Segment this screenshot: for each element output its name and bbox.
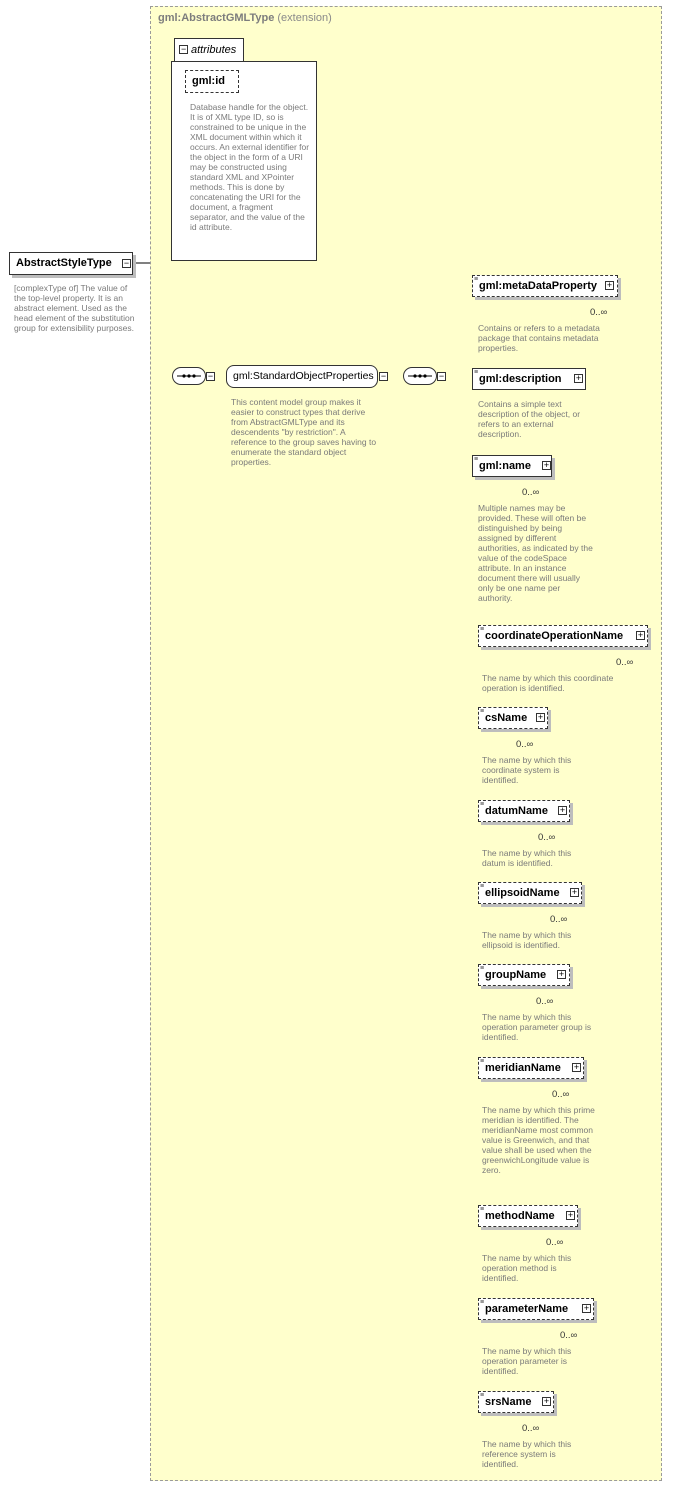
collapse-icon[interactable]: −: [207, 371, 214, 381]
element-cardinality: 0..∞: [516, 739, 534, 750]
element-name: meridianName: [485, 1062, 561, 1074]
root-element-name: AbstractStyleType: [16, 257, 112, 269]
expand-icon[interactable]: +: [575, 373, 582, 383]
root-description: [complexType of] The value of the top-level property. It is an abstract element. Used as the head element of the substitution group for extensibility purposes.: [14, 283, 135, 333]
element-glyph-icon: ≡: [480, 708, 485, 715]
extension-kind: (extension): [277, 12, 332, 24]
element-glyph-icon: ≡: [474, 276, 479, 283]
expand-icon[interactable]: +: [559, 805, 566, 815]
element-description: The name by which this coordinate operation is identified.: [482, 673, 614, 693]
element-glyph-icon: ≡: [474, 456, 479, 463]
substitution-csname[interactable]: [478, 707, 548, 729]
expand-icon[interactable]: +: [537, 712, 544, 722]
element-name: parameterName: [485, 1303, 569, 1315]
element-gml-name[interactable]: [472, 455, 552, 477]
element-description: The name by which this coordinate system is identified.: [482, 755, 572, 785]
sequence-dots-icon: [404, 368, 436, 384]
element-cardinality: 0..∞: [546, 1237, 564, 1248]
element-glyph-icon: ≡: [480, 626, 485, 633]
attributes-tab[interactable]: [174, 38, 244, 61]
collapse-icon[interactable]: −: [123, 258, 130, 268]
extension-title: [158, 12, 332, 24]
element-glyph-icon: ≡: [480, 1058, 485, 1065]
group-name: gml:StandardObjectProperties: [233, 370, 374, 382]
element-glyph-icon: ≡: [480, 801, 485, 808]
element-glyph-icon: ≡: [480, 883, 485, 890]
extension-type-name: gml:AbstractGMLType: [158, 12, 275, 24]
substitution-ellipsoidname[interactable]: [478, 882, 582, 904]
element-description: The name by which this operation method is identified.: [482, 1253, 572, 1283]
expand-icon[interactable]: +: [543, 1396, 550, 1406]
element-cardinality: 0..∞: [560, 1330, 578, 1341]
element-name: datumName: [485, 805, 548, 817]
group-description: This content model group makes it easier to construct types that derive from AbstractGMLType and its descendents "by restriction". A reference to the group saves having to enumerate the standard object properties.: [231, 397, 377, 467]
sequence-compositor-icon: [403, 367, 437, 385]
element-description: Contains a simple text description of the object, or refers to an external description.: [478, 399, 581, 439]
element-description: The name by which this datum is identified.: [482, 848, 572, 868]
element-cardinality: 0..∞: [536, 996, 554, 1007]
attributes-label: attributes: [191, 44, 237, 56]
substitution-meridianname[interactable]: [478, 1057, 584, 1079]
expand-icon[interactable]: +: [558, 969, 565, 979]
expand-icon[interactable]: +: [637, 630, 644, 640]
element-name: gml:name: [479, 460, 531, 472]
attribute-gml-id[interactable]: [185, 70, 239, 93]
element-description: The name by which this operation parameter is identified.: [482, 1346, 572, 1376]
element-description-node[interactable]: [472, 368, 586, 390]
substitution-datumname[interactable]: [478, 800, 570, 822]
element-name: csName: [485, 712, 528, 724]
element-cardinality: 0..∞: [616, 657, 634, 668]
element-name: ellipsoidName: [485, 887, 560, 899]
substitution-srsname[interactable]: [478, 1391, 554, 1413]
element-name: srsName: [485, 1396, 532, 1408]
attribute-id-name: gml:id: [192, 75, 225, 87]
collapse-icon[interactable]: −: [380, 371, 387, 381]
element-cardinality: 0..∞: [550, 914, 568, 925]
element-glyph-icon: ≡: [480, 1299, 485, 1306]
element-description: The name by which this ellipsoid is identified.: [482, 930, 572, 950]
expand-icon[interactable]: +: [606, 280, 613, 290]
element-metadataproperty[interactable]: [472, 275, 618, 297]
expand-icon[interactable]: +: [543, 460, 550, 470]
element-glyph-icon: ≡: [480, 965, 485, 972]
element-description: The name by which this operation parameter group is identified.: [482, 1012, 592, 1042]
element-description: The name by which this reference system is identified.: [482, 1439, 572, 1469]
expand-icon[interactable]: +: [573, 1062, 580, 1072]
collapse-icon[interactable]: −: [180, 44, 187, 54]
attribute-id-description: Database handle for the object. It is of XML type ID, so is constrained to be unique in the XML document within which it occurs. An external identifier for the object in the form of a URI may be constructed using standard XML and XPointer methods. This is done by concatenating the URI for the document, a fragment separator, and the value of the id attribute.: [190, 102, 310, 232]
expand-icon[interactable]: +: [567, 1210, 574, 1220]
element-name: coordinateOperationName: [485, 630, 624, 642]
substitution-methodname[interactable]: [478, 1205, 578, 1227]
element-glyph-icon: ≡: [474, 369, 479, 376]
expand-icon[interactable]: +: [571, 887, 578, 897]
element-cardinality: 0..∞: [590, 307, 608, 318]
element-name: gml:metaDataProperty: [479, 280, 597, 292]
element-glyph-icon: ≡: [480, 1392, 485, 1399]
substitution-coordinateoperationname[interactable]: [478, 625, 648, 647]
element-cardinality: 0..∞: [552, 1089, 570, 1100]
element-glyph-icon: ≡: [480, 1206, 485, 1213]
element-cardinality: 0..∞: [538, 832, 556, 843]
element-cardinality: 0..∞: [522, 1423, 540, 1434]
element-cardinality: 0..∞: [522, 487, 540, 498]
element-name: groupName: [485, 969, 547, 981]
substitution-parametername[interactable]: [478, 1298, 594, 1320]
expand-icon[interactable]: +: [583, 1303, 590, 1313]
group-node[interactable]: [226, 365, 378, 388]
sequence-dots-icon: [173, 368, 205, 384]
element-description: Contains or refers to a metadata package that contains metadata properties.: [478, 323, 600, 353]
sequence-compositor-icon: [172, 367, 206, 385]
element-description: The name by which this prime meridian is identified. The meridianName most common value is Greenwich, and that value shall be used when the greenwichLongitude value is zero.: [482, 1105, 595, 1175]
element-name: methodName: [485, 1210, 555, 1222]
collapse-icon[interactable]: −: [438, 371, 445, 381]
root-element-node[interactable]: [9, 252, 133, 275]
element-description: Multiple names may be provided. These will often be distinguished by being assigned by different authorities, as indicated by the value of the codeSpace attribute. In an instance document there will usually only be one name per authority.: [478, 503, 593, 603]
element-name: gml:description: [479, 373, 562, 385]
substitution-groupname[interactable]: [478, 964, 570, 986]
